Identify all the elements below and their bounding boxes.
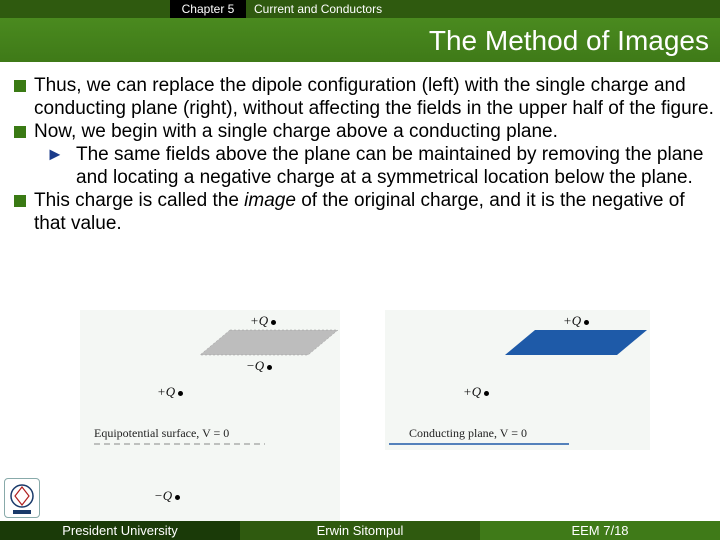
conducting-plane-label: Conducting plane, V = 0 — [409, 426, 527, 440]
charge-dot-icon — [175, 495, 180, 500]
course-label: Current and Conductors — [254, 2, 383, 16]
equipotential-surface-label: Equipotential surface, V = 0 — [94, 426, 230, 440]
paragraph-3-text-a: This charge is called the — [34, 190, 245, 211]
paragraph-1-text: Thus, we can replace the dipole configuration (left) with the single charge and conducting plane (right), without affecting the fields in the upper half of the figure. — [34, 75, 714, 119]
left-mid-positive-charge: +Q — [157, 384, 183, 400]
charge-dot-icon — [267, 365, 272, 370]
sub-bullet-1-text: The same fields above the plane can be maintained by removing the plane and locating a negative charge at a symmetrical location below the plane. — [76, 144, 704, 188]
university-logo-icon — [5, 479, 39, 517]
left-bottom-negative-charge: −Q — [154, 488, 180, 504]
arrow-bullet-icon: ► — [46, 144, 64, 164]
university-logo — [4, 478, 40, 518]
charge-dot-icon — [271, 320, 276, 325]
footer-page-number: EEM 7/18 — [480, 521, 720, 540]
paragraph-3-emphasis: image — [244, 190, 296, 211]
paragraph-3-text-b: of the original charge, and it is the negative of that value. — [34, 190, 685, 234]
conducting-plane-figure — [385, 310, 650, 450]
bullet-paragraph-1 — [14, 74, 714, 120]
right-mid-positive-charge: +Q — [463, 384, 489, 400]
footer-author: Erwin Sitompul — [240, 521, 480, 540]
sub-bullet-1 — [14, 143, 714, 189]
bullet-paragraph-3 — [14, 189, 714, 235]
slide-title: The Method of Images — [428, 25, 709, 56]
paragraph-2-text: Now, we begin with a single charge above a conducting plane. — [34, 121, 558, 142]
charge-dot-icon — [178, 391, 183, 396]
square-bullet-icon — [14, 126, 26, 138]
charge-dot-icon — [584, 320, 589, 325]
square-bullet-icon — [14, 195, 26, 207]
chapter-label: Chapter 5 — [170, 0, 246, 18]
bullet-paragraph-2 — [14, 120, 714, 143]
equipotential-plane-shape — [80, 310, 340, 522]
slide-content — [14, 74, 714, 235]
footer-institution: President University — [0, 521, 240, 540]
footer — [0, 521, 720, 540]
square-bullet-icon — [14, 80, 26, 92]
dipole-figure — [80, 310, 340, 522]
left-top-positive-charge: +Q — [250, 313, 276, 329]
right-top-positive-charge: +Q — [563, 313, 589, 329]
charge-dot-icon — [484, 391, 489, 396]
left-top-negative-charge: −Q — [246, 358, 272, 374]
